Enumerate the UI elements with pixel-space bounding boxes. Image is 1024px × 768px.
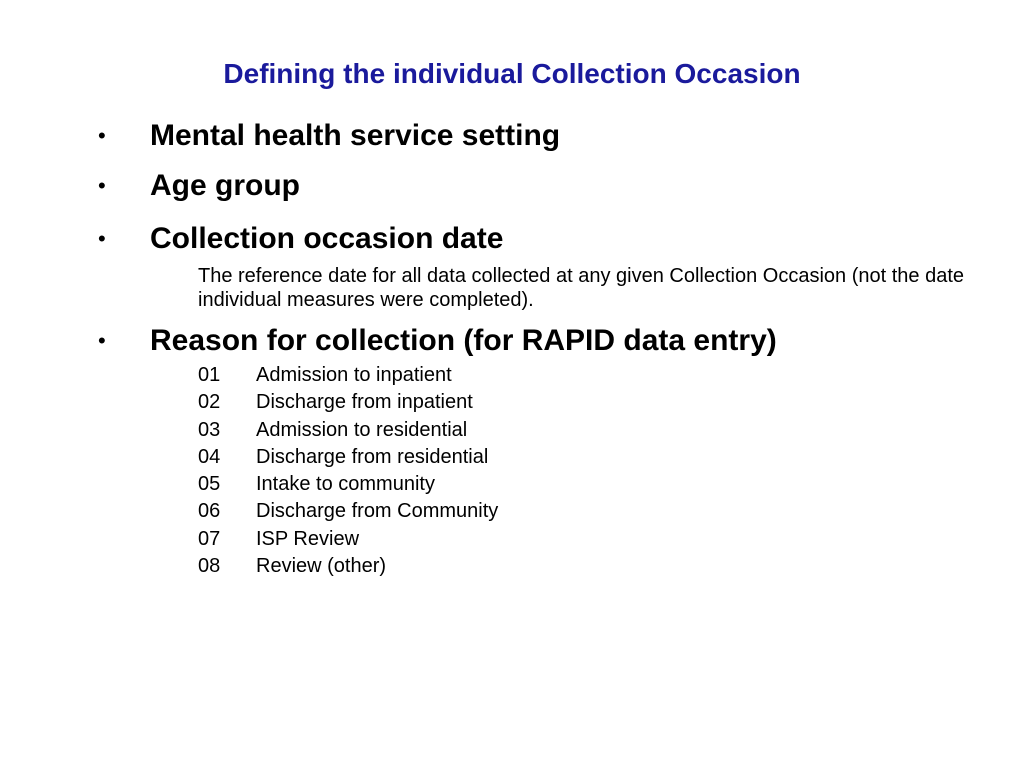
reason-list xyxy=(198,362,498,580)
reason-text: Review (other) xyxy=(256,555,387,578)
reason-text: Admission to inpatient xyxy=(256,364,452,386)
reason-item xyxy=(198,444,498,471)
bullet-label: Collection occasion date xyxy=(150,222,504,255)
reason-code: 03 xyxy=(198,418,221,441)
bullet-label: Age group xyxy=(150,169,300,202)
reason-item xyxy=(198,471,498,498)
bullet-label: Mental health service setting xyxy=(150,119,561,152)
reason-text: Admission to residential xyxy=(256,418,468,441)
reason-code: 06 xyxy=(198,500,221,523)
bullet-reason-for-collection xyxy=(98,323,777,359)
reason-item xyxy=(198,526,498,553)
reason-code: 05 xyxy=(198,473,221,496)
reason-item xyxy=(198,389,498,416)
bullet-collection-date xyxy=(98,221,503,257)
bullet-age-group xyxy=(98,168,300,204)
reason-text: Discharge from inpatient xyxy=(256,391,473,414)
reason-text: Discharge from residential xyxy=(256,445,489,468)
reason-code: 04 xyxy=(198,445,221,468)
bullet-glyph: • xyxy=(98,226,106,251)
bullet-service-setting xyxy=(98,118,560,154)
reason-code: 01 xyxy=(198,364,221,386)
reason-item xyxy=(198,362,498,389)
reason-text: ISP Review xyxy=(256,527,360,550)
bullet-glyph: • xyxy=(98,328,106,353)
bullet-glyph: • xyxy=(98,123,106,148)
bullet-glyph: • xyxy=(98,173,106,198)
reason-item xyxy=(198,498,498,525)
reason-item xyxy=(198,553,498,580)
reason-code: 02 xyxy=(198,391,221,414)
slide-title: Defining the individual Collection Occasion xyxy=(223,58,801,89)
bullet-label: Reason for collection (for RAPID data entry) xyxy=(150,324,777,357)
reason-text: Intake to community xyxy=(256,473,435,496)
reason-code: 08 xyxy=(198,555,221,578)
reason-code: 07 xyxy=(198,527,221,550)
reason-item xyxy=(198,417,498,444)
collection-date-description: The reference date for all data collected at any given Collection Occasion (not the date individual measures were completed). xyxy=(198,265,965,311)
reason-text: Discharge from Community xyxy=(256,500,499,523)
